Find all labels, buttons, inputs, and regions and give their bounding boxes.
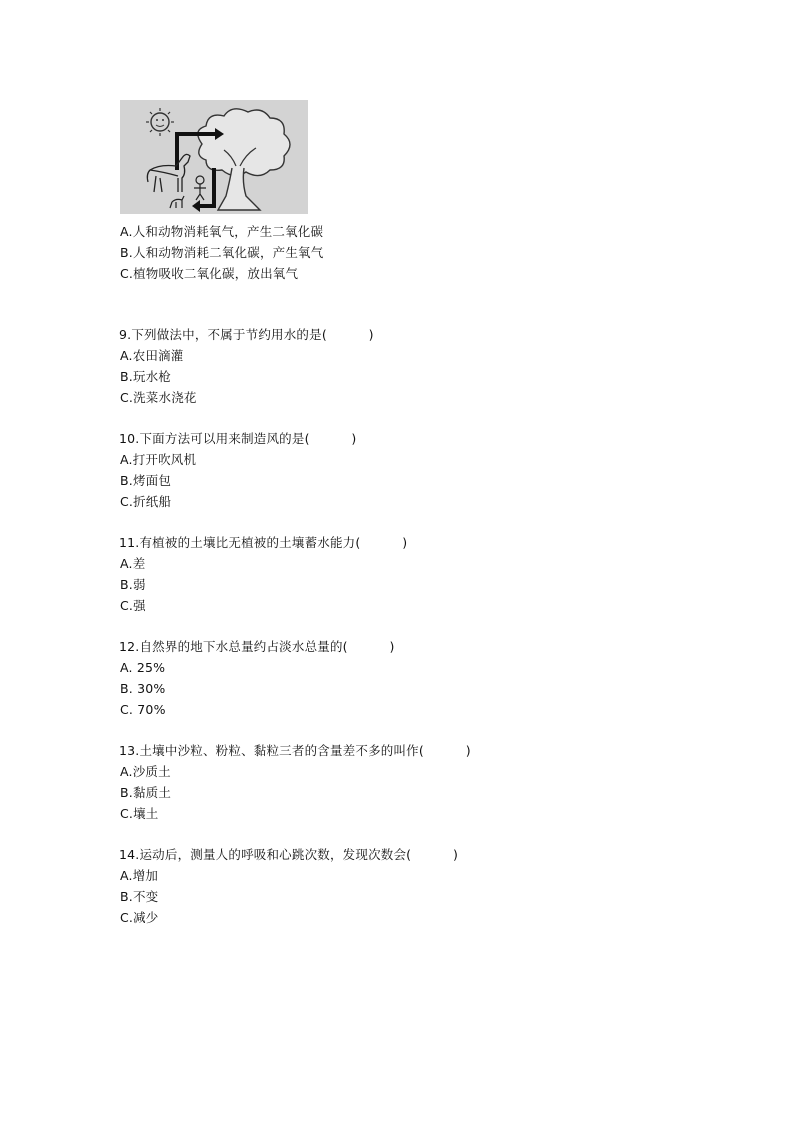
q9-stem: 9.下列做法中，不属于节约用水的是( ) xyxy=(119,327,374,342)
q8-option-b: B.人和动物消耗二氧化碳，产生氧气 xyxy=(120,245,324,260)
q14-option-c: C.减少 xyxy=(120,910,159,925)
q12-option-b: B. 30% xyxy=(120,681,166,696)
q14-stem: 14.运动后，测量人的呼吸和心跳次数，发现次数会( ) xyxy=(119,847,459,862)
person-icon xyxy=(194,176,206,200)
q8-option-c: C.植物吸收二氧化碳，放出氧气 xyxy=(120,266,299,281)
q12-option-a: A. 25% xyxy=(120,660,166,675)
q14-option-b: B.不变 xyxy=(120,889,159,904)
q10-option-b: B.烤面包 xyxy=(120,473,172,488)
q9-option-c: C.洗菜水浇花 xyxy=(120,390,197,405)
q11-option-c: C.强 xyxy=(120,598,146,613)
q13-stem: 13.土壤中沙粒、粉粒、黏粒三者的含量差不多的叫作( ) xyxy=(119,743,471,758)
sun-icon xyxy=(146,108,174,136)
q11-option-b: B.弱 xyxy=(120,577,146,592)
q11-option-a: A.差 xyxy=(120,556,146,571)
q12-option-c: C. 70% xyxy=(120,702,166,717)
cycle-illustration xyxy=(120,100,308,214)
q13-option-b: B.黏质土 xyxy=(120,785,172,800)
q10-option-a: A.打开吹风机 xyxy=(120,452,197,467)
q9-option-a: A.农田滴灌 xyxy=(120,348,184,363)
photosynthesis-cycle-figure xyxy=(120,100,308,214)
q10-stem: 10.下面方法可以用来制造风的是( ) xyxy=(119,431,357,446)
dog-icon xyxy=(170,196,184,208)
q13-option-c: C.壤土 xyxy=(120,806,159,821)
horse-icon xyxy=(147,154,190,192)
q14-option-a: A.增加 xyxy=(120,868,159,883)
q13-option-a: A.沙质土 xyxy=(120,764,171,779)
q11-stem: 11.有植被的土壤比无植被的土壤蓄水能力( ) xyxy=(119,535,408,550)
q9-option-b: B.玩水枪 xyxy=(120,369,172,384)
q12-stem: 12.自然界的地下水总量约占淡水总量的( ) xyxy=(119,639,395,654)
q8-option-a: A.人和动物消耗氧气，产生二氧化碳 xyxy=(120,224,324,239)
tree-icon xyxy=(198,109,290,210)
q10-option-c: C.折纸船 xyxy=(120,494,172,509)
